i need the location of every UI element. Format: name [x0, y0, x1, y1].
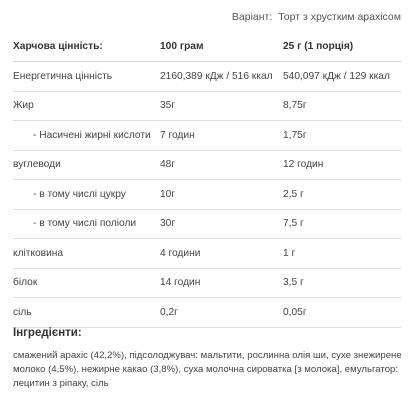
header-per-portion: 25 г (1 порція) — [283, 32, 401, 62]
nutrient-name: Енергетична цінність — [13, 62, 160, 92]
nutrient-name: - в тому числі цукру — [13, 180, 160, 210]
header-nutrient: Харчова цінність: — [13, 32, 160, 62]
table-row — [13, 239, 401, 269]
value-per-portion: 1,75г — [283, 121, 401, 151]
table-row — [13, 180, 401, 210]
nutrient-name: - Насичені жирні кислоти — [13, 121, 160, 151]
value-per-100g: 48г — [160, 150, 283, 180]
ingredients-text: смажений арахіс (42,2%), підсолоджувач: мальтити, рослинна олія ши, сухе знежирене молоко (4,5%), нежирне какао (3,8%), суха молочна сироватка [з молока], емульгатор: лецитин з ріпаку, сіль — [13, 350, 402, 389]
value-per-100g: 0,2г — [160, 298, 283, 328]
value-per-100g: 10г — [160, 180, 283, 210]
nutrient-name: Жир — [13, 91, 160, 121]
nutrient-name: вуглеводи — [13, 150, 160, 180]
table-row — [13, 62, 401, 92]
table-row — [13, 150, 401, 180]
nutrient-name: клітковина — [13, 239, 160, 269]
value-per-portion: 8,75г — [283, 91, 401, 121]
variant-line — [232, 11, 401, 23]
value-per-100g: 14 годин — [160, 268, 283, 298]
value-per-100g: 35г — [160, 91, 283, 121]
value-per-100g: 7 годин — [160, 121, 283, 151]
header-per-100g: 100 грам — [160, 32, 283, 62]
table-row — [13, 121, 401, 151]
table-row — [13, 298, 401, 328]
nutrient-name: білок — [13, 268, 160, 298]
table-row — [13, 268, 401, 298]
nutrient-name: сіль — [13, 298, 160, 328]
value-per-portion: 2,5 г — [283, 180, 401, 210]
value-per-portion: 7,5 г — [283, 209, 401, 239]
value-per-portion: 1 г — [283, 239, 401, 269]
value-per-100g: 4 години — [160, 239, 283, 269]
nutrient-name: - в тому числі поліоли — [13, 209, 160, 239]
table-row — [13, 91, 401, 121]
variant-value: Торт з хрустким арахісом — [278, 11, 401, 23]
value-per-100g: 2160,389 кДж / 516 ккал — [160, 62, 283, 92]
ingredients-section — [13, 327, 403, 391]
variant-label: Варіант: — [231, 11, 273, 23]
table-row — [13, 209, 401, 239]
ingredients-title: Інгредієнти: — [13, 327, 82, 339]
value-per-portion: 0,05г — [283, 298, 401, 328]
value-per-portion: 3,5 г — [283, 268, 401, 298]
value-per-100g: 30г — [160, 209, 283, 239]
value-per-portion: 540,097 кДж / 129 ккал — [283, 62, 401, 92]
nutrition-table — [13, 32, 401, 328]
nutrition-header-row — [13, 32, 401, 62]
value-per-portion: 12 годин — [283, 150, 401, 180]
